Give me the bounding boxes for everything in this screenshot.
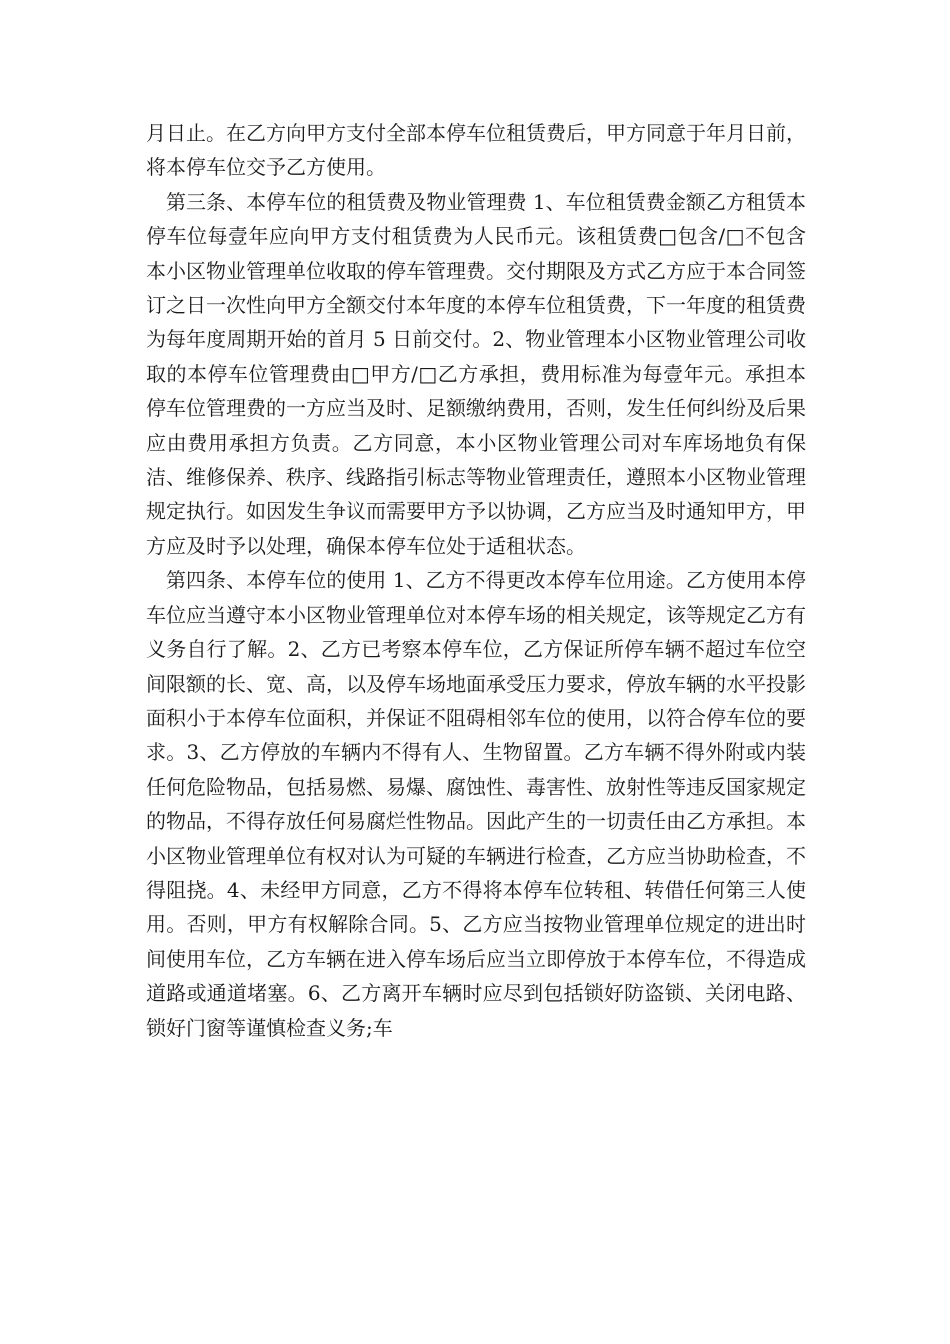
paragraph-article-3: 第三条、本停车位的租赁费及物业管理费 1、车位租赁费金额乙方租赁本停车位每壹年应向甲方支付租赁费为人民币元。该租赁费□包含/□不包含本小区物业管理单位收取的停车管理费。交付期限及方式乙方应于本合同签订之日一次性向甲方全额交付本年度的本停车位租赁费，下一年度的租赁费为每年度周期开始的首月 5 日前交付。2、物业管理本小区物业管理公司收取的本停车位管理费由□甲方/□乙方承担，费用标准为每壹年元。承担本停车位管理费的一方应当及时、足额缴纳费用，否则，发生任何纠纷及后果应由费用承担方负责。乙方同意，本小区物业管理公司对车库场地负有保洁、维修保养、秩序、线路指引标志等物业管理责任，遵照本小区物业管理规定执行。如因发生争议而需要甲方予以协调，乙方应当及时通知甲方，甲方应及时予以处理，确保本停车位处于适租状态。 [146,189,806,558]
document-page [146,116,806,1045]
paragraph-article-4: 第四条、本停车位的使用 1、乙方不得更改本停车位用途。乙方使用本停车位应当遵守本小区物业管理单位对本停车场的相关规定，该等规定乙方有义务自行了解。2、乙方已考察本停车位，乙方保证所停车辆不超过车位空间限额的长、宽、高，以及停车场地面承受压力要求，停放车辆的水平投影面积小于本停车位面积，并保证不阻碍相邻车位的使用，以符合停车位的要求。3、乙方停放的车辆内不得有人、生物留置。乙方车辆不得外附或内装任何危险物品，包括易燃、易爆、腐蚀性、毒害性、放射性等违反国家规定的物品，不得存放任何易腐烂性物品。因此产生的一切责任由乙方承担。本小区物业管理单位有权对认为可疑的车辆进行检查，乙方应当协助检查，不得阻挠。4、未经甲方同意，乙方不得将本停车位转租、转借任何第三人使用。否则，甲方有权解除合同。5、乙方应当按物业管理单位规定的进出时间使用车位，乙方车辆在进入停车场后应当立即停放于本停车位，不得造成道路或通道堵塞。6、乙方离开车辆时应尽到包括锁好防盗锁、关闭电路、锁好门窗等谨慎检查义务;车 [146,568,806,1040]
paragraph-continuation: 月日止。在乙方向甲方支付全部本停车位租赁费后，甲方同意于年月日前，将本停车位交予乙方使用。 [146,121,806,180]
